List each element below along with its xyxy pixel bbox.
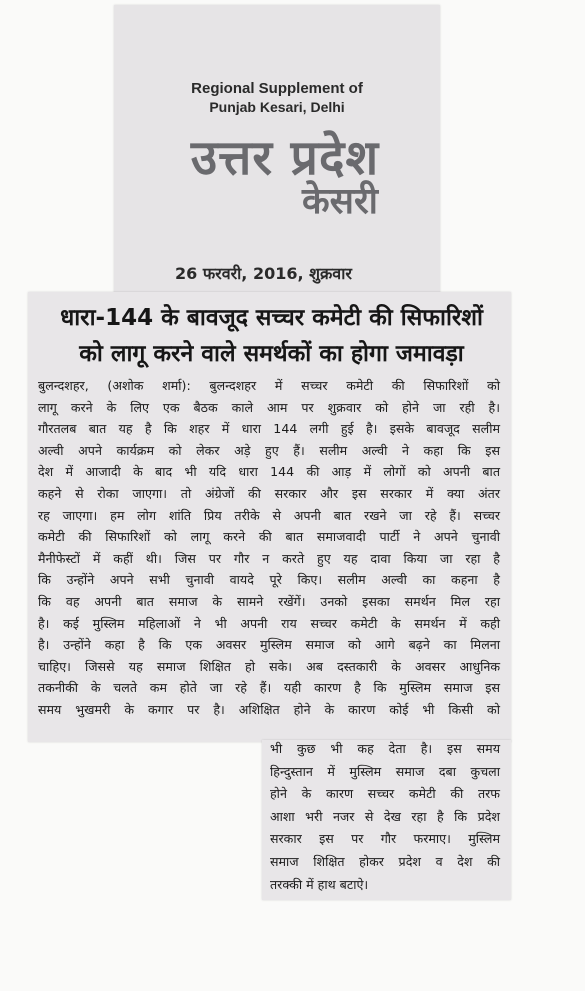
article-line: है। कई मुस्लिम महिलाओं ने भी अपनी राय सच्चर कमेटी के समर्थन में कही [38,615,500,631]
article-line: समय भुखमरी के कगार पर है। अशिक्षित होने के कारण कोई भी किसी को [38,701,500,717]
article-line: लागू करने के लिए एक बैठक काले आम पर शुक्रवार को होने जा रही है। [38,399,500,415]
article-continuation [270,738,500,896]
article-body [38,375,500,721]
article-tail-line: भी कुछ भी कह देता है। इस समय [270,741,500,756]
article-tail-line: तरक्की में हाथ बटाऐ। [270,876,369,892]
headline-line-2: को लागू करने वाले समर्थकों का होगा जमावड़ा [79,341,464,367]
masthead-subtitle: केसरी [301,181,379,222]
supplement-label [114,80,440,116]
article-line: देश में आजादी के बाद भी यदि धारा 144 की आड़ में लोगों को अपनी बात [38,464,500,480]
article-line: मैनीफेस्टों में कहीं थी। जिस पर गौर न करते हुए यह दावा किया जा रहा है [38,550,500,566]
article-line: अल्वी अपने कार्यक्रम को लेकर अड़े हुए हैं। सलीम अल्वी ने कहा कि इस [38,442,500,458]
article-tail-line: हिन्दुस्तान में मुस्लिम समाज दबा कुचला [270,763,500,779]
article-line: चाहिए। जिससे यह समाज शिक्षित हो सके। अब दस्तकारी के अवसर आधुनिक [38,658,500,674]
article-headline [34,300,509,372]
article-line: गौरतलब बात यह है कि शहर में धारा 144 लगी हुई है। इसके बावजूद सलीम [38,421,500,437]
article-tail-line: आशा भरी नजर से देख रहा है कि प्रदेश [270,808,500,824]
article-tail-line: समाज शिक्षित होकर प्रदेश व देश की [270,853,500,869]
article-line: कमेटी की सिफारिशों को लागू करने की बात समाजवादी पार्टी ने अपने चुनावी [38,529,500,545]
article-line: है। उन्होंने कहा है कि एक अवसर मुस्लिम समाज को आगे बढ़ने का मिलना [38,637,500,653]
article-line: तकनीकी के चलते कम होते जा रहे हैं। यही कारण है कि मुस्लिम समाज इस [38,680,500,696]
headline-line-1: धारा-144 के बावजूद सच्चर कमेटी की सिफारिशों [60,305,483,331]
dateline: 26 फरवरी, 2016, शुक्रवार [175,264,352,283]
article-line: कहने से रोका जाएगा। तो अंग्रेजों की सरकार और इस सरकार में क्या अंतर [38,485,500,501]
supplement-line-2: Punjab Kesari, Delhi [209,98,345,115]
newspaper-masthead [160,130,410,222]
supplement-line-1: Regional Supplement of [191,80,363,97]
article-tail-line: होने के कारण सच्चर कमेटी की तरफ [270,786,500,802]
article-line: कि वह अपनी बात समाज के सामने रखेंगें। उनको इसका समर्थन मिल रहा [38,593,500,609]
article-line: कि उन्होंने अपने सभी चुनावी वायदे पूरे किए। सलीम अल्वी का कहना है [38,572,500,588]
masthead-title: उत्तर प्रदेश [190,130,380,186]
article-line: रह जाएगा। हम लोग शांति प्रिय तरीके से अपनी बात रखने जा रहे हैं। सच्चर [38,507,500,523]
article-line: बुलन्दशहर, (अशोक शर्मा): बुलन्दशहर में सच्चर कमेटी की सिफारिशों को [38,378,500,393]
article-tail-line: सरकार इस पर गौर फरमाए। मुस्लिम [270,831,500,847]
